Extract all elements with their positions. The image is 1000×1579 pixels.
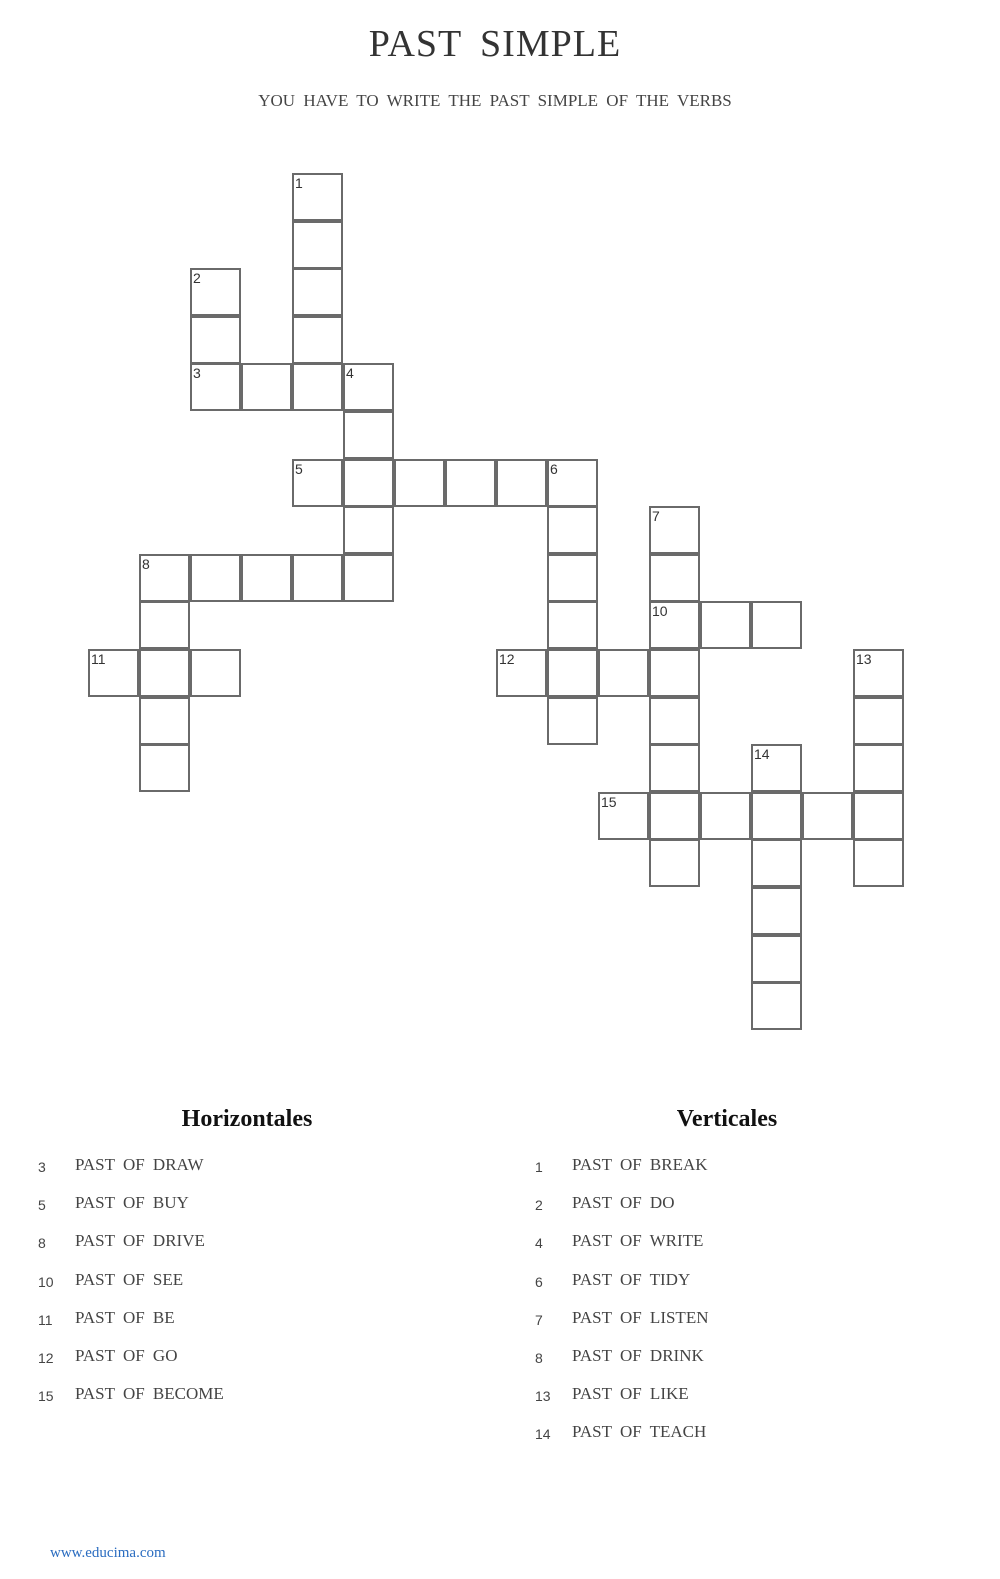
cell-input[interactable]: [549, 461, 596, 505]
cell-input[interactable]: [651, 603, 698, 647]
crossword-cell[interactable]: [292, 173, 343, 221]
clue-number: 13: [856, 651, 872, 667]
cell-input[interactable]: [294, 556, 341, 600]
cell-input[interactable]: [600, 794, 647, 838]
crossword-cell[interactable]: [445, 459, 496, 507]
cell-input[interactable]: [345, 556, 392, 600]
cell-input[interactable]: [855, 794, 902, 838]
crossword-cell[interactable]: [190, 316, 241, 364]
crossword-cell[interactable]: [394, 459, 445, 507]
crossword-cell[interactable]: [751, 744, 802, 792]
clue-item-number: 7: [535, 1311, 543, 1328]
crossword-cell[interactable]: [649, 649, 700, 697]
crossword-cell[interactable]: [547, 459, 598, 507]
cell-input[interactable]: [651, 508, 698, 552]
crossword-cell[interactable]: [853, 744, 904, 792]
cell-input[interactable]: [753, 889, 800, 933]
clue-item-text: PAST OF WRITE: [572, 1231, 704, 1251]
crossword-cell[interactable]: [190, 363, 241, 411]
cell-input[interactable]: [294, 175, 341, 219]
clue-item-text: PAST OF LIKE: [572, 1384, 689, 1404]
crossword-cell[interactable]: [649, 554, 700, 602]
cell-input[interactable]: [90, 651, 137, 695]
crossword-cell[interactable]: [190, 268, 241, 316]
crossword-cell[interactable]: [547, 506, 598, 554]
cell-input[interactable]: [294, 318, 341, 362]
cell-input[interactable]: [753, 794, 800, 838]
crossword-cell[interactable]: [292, 554, 343, 602]
cell-input[interactable]: [447, 461, 494, 505]
cell-input[interactable]: [243, 365, 290, 409]
clue-item-number: 3: [38, 1159, 46, 1175]
cell-input[interactable]: [141, 556, 188, 600]
cell-input[interactable]: [651, 556, 698, 600]
vertical-heading: Verticales: [676, 1106, 778, 1132]
clue-number: 10: [652, 603, 668, 620]
crossword-cell[interactable]: [547, 554, 598, 602]
cell-input[interactable]: [294, 461, 341, 505]
crossword-cell[interactable]: [649, 601, 700, 649]
crossword-cell[interactable]: [292, 316, 343, 364]
crossword-cell[interactable]: [700, 601, 751, 649]
crossword-cell[interactable]: [649, 839, 700, 887]
crossword-cell[interactable]: [241, 554, 292, 602]
crossword-cell[interactable]: [190, 649, 241, 697]
crossword-cell[interactable]: [343, 506, 394, 554]
clue-item-number: 13: [535, 1388, 551, 1405]
crossword-cell[interactable]: [751, 601, 802, 649]
cell-input[interactable]: [702, 794, 749, 838]
page-title: PAST SIMPLE: [368, 23, 622, 65]
cell-input[interactable]: [651, 651, 698, 695]
crossword-cell[interactable]: [649, 792, 700, 840]
clue-item-number: 1: [535, 1159, 543, 1175]
crossword-cell[interactable]: [751, 935, 802, 983]
crossword-cell[interactable]: [802, 792, 853, 840]
clue-item-number: 10: [38, 1273, 54, 1290]
clue-item-text: PAST OF LISTEN: [572, 1307, 709, 1327]
crossword-cell[interactable]: [853, 839, 904, 887]
instructions: YOU HAVE TO WRITE THE PAST SIMPLE OF THE VERBS: [258, 91, 732, 110]
cell-input[interactable]: [345, 508, 392, 552]
cell-input[interactable]: [651, 841, 698, 885]
cell-input[interactable]: [141, 746, 188, 790]
cell-input[interactable]: [549, 508, 596, 552]
crossword-cell[interactable]: [547, 601, 598, 649]
crossword-cell[interactable]: [139, 601, 190, 649]
clue-item-number: 11: [38, 1311, 53, 1328]
cell-input[interactable]: [294, 270, 341, 314]
clue-item-number: 8: [38, 1235, 46, 1252]
crossword-cell[interactable]: [751, 839, 802, 887]
cell-input[interactable]: [192, 365, 239, 409]
cell-input[interactable]: [804, 794, 851, 838]
clue-item-number: 6: [535, 1273, 543, 1290]
clue-item-text: PAST OF SEE: [75, 1269, 184, 1289]
cell-input[interactable]: [549, 699, 596, 743]
cell-input[interactable]: [855, 651, 902, 695]
crossword-cell[interactable]: [190, 554, 241, 602]
clue-number: 7: [652, 508, 660, 525]
crossword-cell[interactable]: [496, 649, 547, 697]
cell-input[interactable]: [702, 603, 749, 647]
clue-number: 8: [142, 555, 150, 572]
crossword-cell[interactable]: [598, 649, 649, 697]
crossword-cell[interactable]: [292, 459, 343, 507]
crossword-cell[interactable]: [547, 649, 598, 697]
cell-input[interactable]: [141, 603, 188, 647]
cell-input[interactable]: [345, 461, 392, 505]
horizontal-heading: Horizontales: [181, 1106, 313, 1132]
cell-input[interactable]: [294, 365, 341, 409]
cell-input[interactable]: [753, 746, 800, 790]
clue-item-text: PAST OF TIDY: [572, 1269, 691, 1289]
clue-number: 11: [91, 651, 106, 667]
crossword-cell[interactable]: [292, 221, 343, 269]
cell-input[interactable]: [192, 270, 239, 314]
crossword-cell[interactable]: [343, 363, 394, 411]
crossword-cell[interactable]: [139, 649, 190, 697]
educima-link[interactable]: www.educima.com: [50, 1545, 166, 1561]
crossword-cell[interactable]: [649, 506, 700, 554]
clue-number: 3: [193, 365, 201, 382]
clue-number: 6: [550, 460, 558, 477]
crossword-cell[interactable]: [139, 744, 190, 792]
clue-item-number: 2: [535, 1197, 543, 1214]
cell-input[interactable]: [753, 937, 800, 981]
crossword-cell[interactable]: [343, 459, 394, 507]
cell-input[interactable]: [243, 556, 290, 600]
cell-input[interactable]: [345, 365, 392, 409]
clue-item-text: PAST OF BUY: [75, 1193, 189, 1213]
cell-input[interactable]: [192, 318, 239, 362]
cell-input[interactable]: [294, 223, 341, 267]
clue-number: 1: [295, 175, 303, 191]
crossword-cell[interactable]: [751, 982, 802, 1030]
cell-input[interactable]: [549, 556, 596, 600]
cell-input[interactable]: [855, 746, 902, 790]
clue-item-number: 8: [535, 1350, 543, 1366]
cell-input[interactable]: [753, 603, 800, 647]
cell-input[interactable]: [192, 651, 239, 695]
crossword-cell[interactable]: [598, 792, 649, 840]
crossword-cell[interactable]: [343, 411, 394, 459]
crossword-cell[interactable]: [292, 268, 343, 316]
cell-input[interactable]: [753, 984, 800, 1028]
cell-input[interactable]: [651, 746, 698, 790]
cell-input[interactable]: [498, 651, 545, 695]
crossword-cell[interactable]: [649, 744, 700, 792]
cell-input[interactable]: [600, 651, 647, 695]
crossword-cell[interactable]: [496, 459, 547, 507]
clue-item-number: 12: [38, 1350, 54, 1366]
cell-input[interactable]: [549, 603, 596, 647]
crossword-cell[interactable]: [343, 554, 394, 602]
crossword-cell[interactable]: [853, 697, 904, 745]
clue-number: 15: [601, 793, 617, 810]
cell-input[interactable]: [141, 699, 188, 743]
clue-number: 5: [295, 460, 303, 477]
clue-number: 4: [346, 365, 354, 382]
crossword-cell[interactable]: [649, 697, 700, 745]
clue-item-text: PAST OF DRINK: [572, 1346, 704, 1365]
crossword-cell[interactable]: [292, 363, 343, 411]
crossword-cell[interactable]: [751, 887, 802, 935]
cell-input[interactable]: [498, 461, 545, 505]
clue-item-text: PAST OF BECOME: [75, 1384, 224, 1404]
cell-input[interactable]: [549, 651, 596, 695]
clue-number: 2: [193, 270, 201, 287]
cell-input[interactable]: [855, 841, 902, 885]
crossword-cell[interactable]: [241, 363, 292, 411]
crossword-cell[interactable]: [139, 697, 190, 745]
cell-input[interactable]: [753, 841, 800, 885]
cell-input[interactable]: [651, 794, 698, 838]
cell-input[interactable]: [345, 413, 392, 457]
clue-number: 14: [754, 746, 770, 763]
crossword-cell[interactable]: [853, 649, 904, 697]
crossword-cell[interactable]: [139, 554, 190, 602]
cell-input[interactable]: [855, 699, 902, 743]
clue-item-number: 5: [38, 1197, 46, 1214]
crossword-cell[interactable]: [700, 792, 751, 840]
crossword-cell[interactable]: [547, 697, 598, 745]
cell-input[interactable]: [651, 699, 698, 743]
clue-item-number: 14: [535, 1426, 551, 1443]
clue-item-number: 15: [38, 1388, 54, 1405]
clue-item-text: PAST OF DRIVE: [75, 1231, 205, 1251]
clue-item-text: PAST OF TEACH: [572, 1422, 707, 1442]
clue-item-text: PAST OF BE: [75, 1307, 175, 1327]
clue-item-text: PAST OF DO: [572, 1193, 675, 1213]
cell-input[interactable]: [192, 556, 239, 600]
clue-item-number: 4: [535, 1235, 543, 1252]
cell-input[interactable]: [396, 461, 443, 505]
clue-number: 12: [499, 651, 515, 667]
clue-item-text: PAST OF BREAK: [572, 1155, 708, 1174]
crossword-cell[interactable]: [751, 792, 802, 840]
clue-item-text: PAST OF DRAW: [75, 1155, 204, 1174]
clue-item-text: PAST OF GO: [75, 1346, 178, 1365]
crossword-cell[interactable]: [88, 649, 139, 697]
crossword-cell[interactable]: [853, 792, 904, 840]
cell-input[interactable]: [141, 651, 188, 695]
